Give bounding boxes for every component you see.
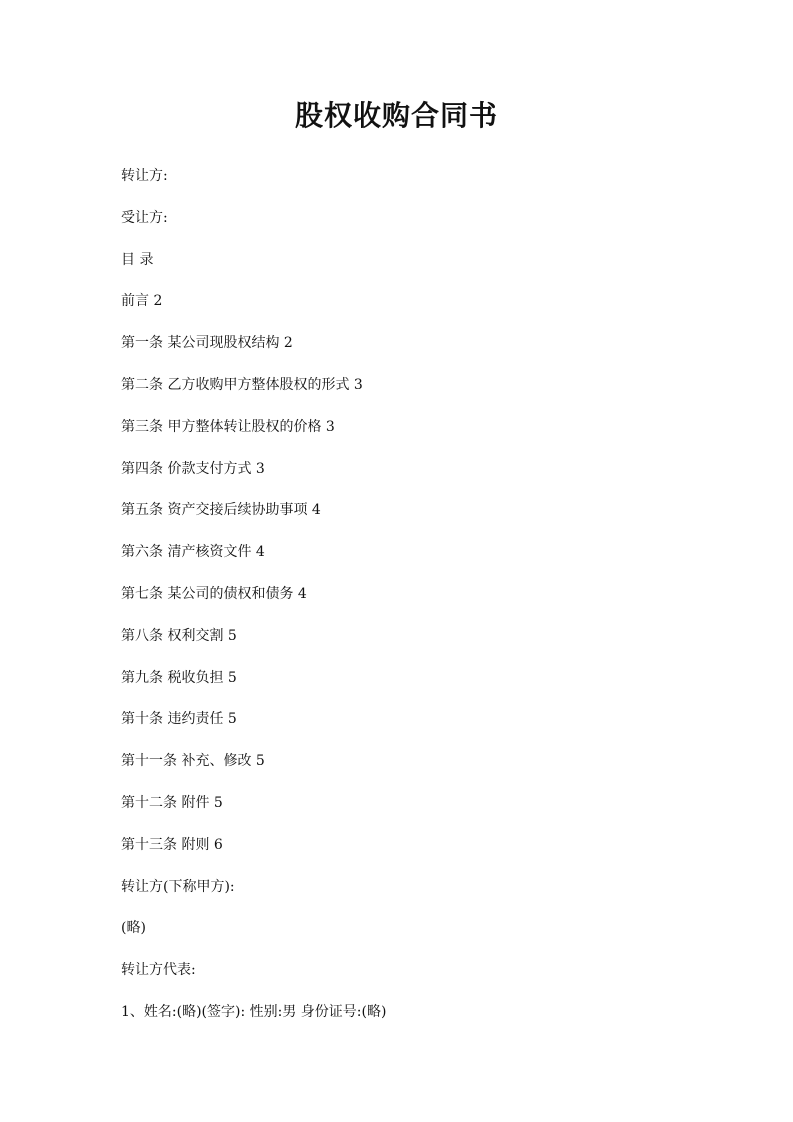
toc-item-article-12: 第十二条 附件 5 xyxy=(121,794,223,811)
toc-item-article-2: 第二条 乙方收购甲方整体股权的形式 3 xyxy=(121,376,363,393)
toc-item-article-1: 第一条 某公司现股权结构 2 xyxy=(121,335,293,352)
transferee-label: 受让方: xyxy=(121,209,168,226)
toc-heading: 目 录 xyxy=(121,251,154,268)
party-a-label: 转让方(下称甲方): xyxy=(121,878,235,895)
transferor-label: 转让方: xyxy=(121,168,168,184)
toc-item-article-8: 第八条 权利交割 5 xyxy=(121,627,237,644)
representative-1-info: 1、姓名:(略)(签字): 性别:男 身份证号:(略) xyxy=(121,1003,387,1020)
toc-item-article-7: 第七条 某公司的债权和债务 4 xyxy=(121,585,307,602)
toc-item-preface: 前言 2 xyxy=(121,293,163,310)
toc-item-article-13: 第十三条 附则 6 xyxy=(121,836,223,853)
toc-item-article-4: 第四条 价款支付方式 3 xyxy=(121,460,265,477)
toc-item-article-11: 第十一条 补充、修改 5 xyxy=(121,753,265,770)
party-a-name: (略) xyxy=(121,920,146,937)
toc-item-article-10: 第十条 违约责任 5 xyxy=(121,711,237,728)
document-body xyxy=(121,164,741,1042)
document-title: 股权收购合同书 xyxy=(294,99,498,132)
party-a-representative-label: 转让方代表: xyxy=(121,962,196,979)
toc-item-article-9: 第九条 税收负担 5 xyxy=(121,669,237,686)
toc-item-article-5: 第五条 资产交接后续协助事项 4 xyxy=(121,502,321,519)
toc-item-article-3: 第三条 甲方整体转让股权的价格 3 xyxy=(121,418,335,435)
toc-item-article-6: 第六条 清产核资文件 4 xyxy=(121,544,265,561)
